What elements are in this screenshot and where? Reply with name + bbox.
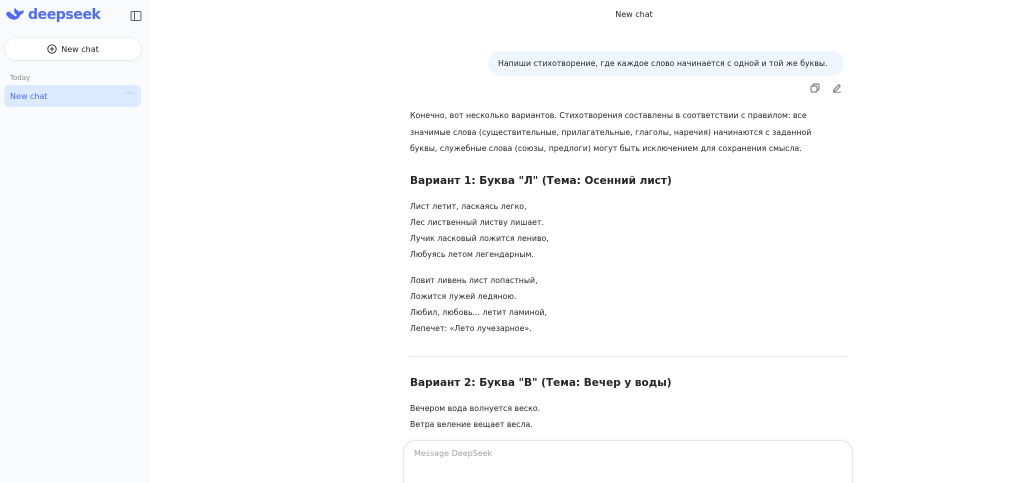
poem-line: Ложится лужей ледяною. <box>410 292 517 301</box>
more-dots-icon[interactable]: ··· <box>124 89 134 98</box>
poem-line: Лист летит, ласкаясь легко, <box>410 202 527 211</box>
poem-line: Любил, любовь... летит ламиной, <box>410 308 548 317</box>
variant-2-heading: Вариант 2: Буква "В" (Тема: Вечер у воды) <box>410 377 672 389</box>
copy-icon[interactable] <box>810 83 820 93</box>
new-chat-button[interactable] <box>5 38 141 60</box>
poem-line: Любуясь летом легендарным. <box>410 250 534 259</box>
new-chat-label: New chat <box>61 44 99 54</box>
logo[interactable] <box>6 7 100 23</box>
logo-text: deepseek <box>28 7 101 23</box>
section-divider <box>409 356 847 357</box>
poem-line: Лучик ласковый ложится лениво, <box>410 234 549 243</box>
variant-1-heading: Вариант 1: Буква "Л" (Тема: Осенний лист) <box>410 175 672 187</box>
sidebar <box>0 0 149 483</box>
edit-pencil-icon[interactable] <box>832 83 842 93</box>
section-label-today: Today <box>10 74 31 82</box>
poem-line: Лес лиственный листву лишает. <box>410 218 544 227</box>
poem-line: Ветра веление вещает весла. <box>410 420 533 429</box>
page-title: New chat <box>615 10 653 19</box>
chat-list-item[interactable] <box>4 85 141 107</box>
sidebar-toggle-icon[interactable] <box>130 10 142 22</box>
message-composer[interactable] <box>404 441 852 483</box>
message-input[interactable] <box>414 449 834 458</box>
assistant-intro: Конечно, вот несколько вариантов. Стихотворения составлены в соответствии с правилом: все значимые слова (существительные, прилагательные, глаголы, наречия) начинаются с заданной буквы, служебные слова (союзы, предлоги) могут быть исключением для сохранения смысла. <box>410 111 812 153</box>
poem-line: Вечером вода волнуется веско. <box>410 404 541 413</box>
whale-icon <box>6 7 25 23</box>
user-message: Напиши стихотворение, где каждое слово начинается с одной и той же буквы. <box>488 51 844 76</box>
poem-line: Ловит ливень лист лопастный, <box>410 276 538 285</box>
chat-item-label: New chat <box>10 91 48 101</box>
plus-circle-icon <box>47 44 57 54</box>
poem-line: Лепечет: «Лето лучезарное». <box>410 324 532 333</box>
